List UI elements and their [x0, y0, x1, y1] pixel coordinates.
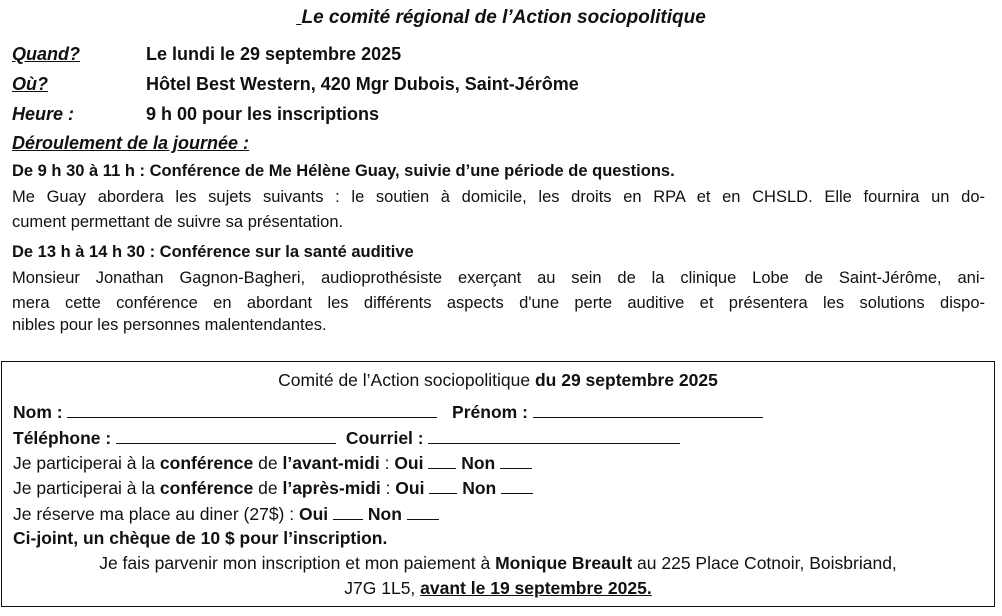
form-title-date: du 29 septembre 2025: [534, 370, 718, 390]
courriel-label: Courriel :: [345, 428, 424, 448]
deadline: avant le 19 septembre 2025.: [420, 578, 652, 598]
dinner-oui-label: Oui: [298, 504, 329, 524]
dinner-row: [13, 504, 439, 525]
talk2-title: Conférence sur la santé auditive: [159, 243, 414, 261]
title-text: Le comité régional de l’Action sociopolitique: [301, 7, 706, 28]
cheque-row: [13, 528, 387, 549]
nom-label: Nom :: [13, 402, 63, 422]
talk2-line-3: nibles pour les personnes malentendantes.: [12, 316, 327, 334]
time-value: 9 h 00 pour les inscriptions: [146, 104, 380, 124]
dinner-non-label: Non: [367, 504, 402, 524]
pm-sep: :: [380, 478, 396, 498]
am-non-label: Non: [461, 453, 496, 473]
deadline-row: [2, 578, 994, 599]
talk2-heading: [12, 243, 414, 262]
am-period: l’avant-midi: [282, 453, 380, 473]
am-oui-label: Oui: [394, 453, 424, 473]
talk1-time: De 9 h 30 à 11 h :: [12, 162, 145, 180]
courriel-field[interactable]: [428, 428, 680, 444]
am-non-field[interactable]: [500, 453, 532, 469]
contact-row: [13, 428, 680, 449]
dinner-text: Je réserve ma place au diner (27$) :: [13, 504, 299, 524]
telephone-label: Téléphone :: [13, 428, 112, 448]
prenom-label: Prénom :: [452, 402, 528, 422]
dinner-oui-field[interactable]: [333, 504, 363, 520]
talk1-heading: [12, 162, 675, 181]
form-title: [2, 370, 994, 391]
send-prefix: Je fais parvenir mon inscription et mon paiement à: [99, 553, 496, 573]
am-mid: de: [253, 453, 283, 473]
pm-non-field[interactable]: [501, 478, 533, 494]
when-label: Quand?: [12, 44, 80, 64]
talk2-time: De 13 h à 14 h 30 :: [12, 243, 156, 261]
name-row: [13, 402, 763, 423]
pm-oui-label: Oui: [395, 478, 425, 498]
am-conf: conférence: [159, 453, 254, 473]
prenom-field[interactable]: [533, 402, 763, 418]
pm-non-label: Non: [462, 478, 497, 498]
registration-form: [1, 361, 995, 607]
send-suffix: au 225 Place Cotnoir, Boisbriand,: [632, 553, 897, 573]
talk2-line-1: Monsieur Jonathan Gagnon-Bagheri, audioprothésiste exerçant au sein de la clinique Lobe de Saint-Jérôme, ani-: [12, 269, 985, 287]
form-title-prefix: Comité de l’Action sociopolitique: [278, 370, 535, 390]
page-title: [0, 7, 1002, 29]
am-row: [13, 453, 532, 474]
talk2-line-2: mera cette conférence en abordant les différents aspects d'une perte auditive et présentera les solutions dispo-: [12, 294, 985, 312]
am-oui-field[interactable]: [428, 453, 456, 469]
talk1-title: Conférence de Me Hélène Guay, suivie d’une période de questions.: [149, 162, 675, 180]
postal-code: J7G 1L5,: [344, 578, 421, 598]
am-sep: :: [379, 453, 395, 473]
dinner-non-field[interactable]: [407, 504, 439, 520]
am-prefix: Je participerai à la: [13, 453, 160, 473]
send-name: Monique Breault: [495, 553, 633, 573]
nom-field[interactable]: [67, 402, 437, 418]
pm-period: l’après-midi: [282, 478, 381, 498]
time-label: Heure :: [12, 104, 75, 124]
when-value: Le lundi le 29 septembre 2025: [146, 44, 402, 64]
where-label: Où?: [12, 74, 48, 94]
telephone-field[interactable]: [116, 428, 336, 444]
pm-mid: de: [253, 478, 283, 498]
pm-row: [13, 478, 533, 499]
where-value: Hôtel Best Western, 420 Mgr Dubois, Saint-Jérôme: [146, 74, 579, 94]
talk1-line-1: Me Guay abordera les sujets suivants : le soutien à domicile, les droits en RPA et en CHSLD. Elle fournira un do-: [12, 188, 985, 206]
talk1-line-2: cument permettant de suivre sa présentation.: [12, 213, 344, 231]
schedule-heading: Déroulement de la journée :: [12, 133, 250, 153]
pm-prefix: Je participerai à la: [13, 478, 160, 498]
pm-oui-field[interactable]: [429, 478, 457, 494]
cheque-text: Ci-joint, un chèque de 10 $ pour l’inscription.: [13, 528, 388, 548]
pm-conf: conférence: [159, 478, 254, 498]
send-row: [2, 553, 994, 574]
